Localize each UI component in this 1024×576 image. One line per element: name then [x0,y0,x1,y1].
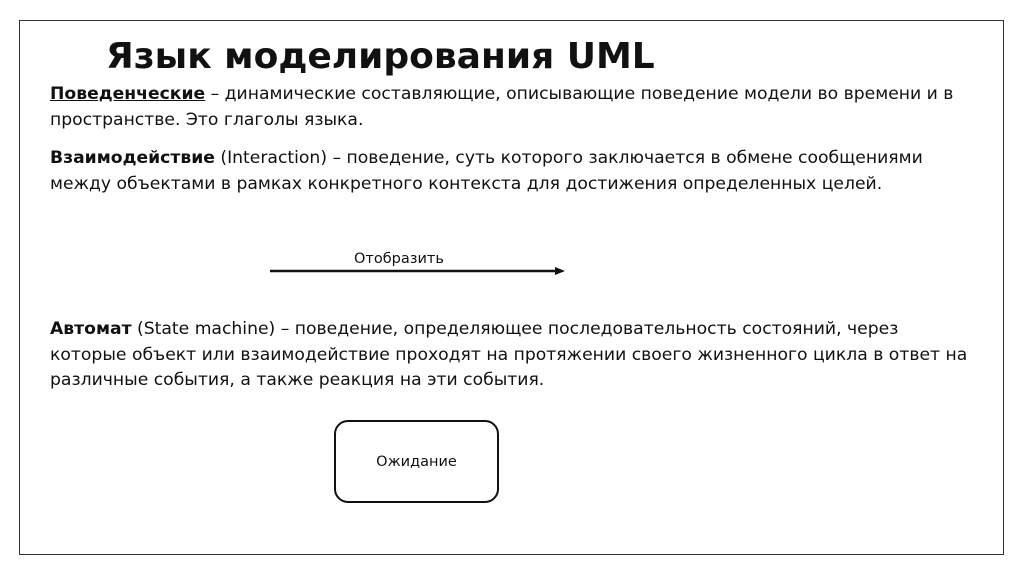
arrow-head [555,267,565,275]
behavioral-term: Поведенческие [50,84,206,104]
automaton-term: Автомат [50,319,132,339]
slide-title: Язык моделирования UML [106,36,655,77]
message-arrow-label: Отобразить [354,251,444,267]
behavioral-definition: – динамические составляющие, описывающие поведение модели во времени и в пространстве. Это глаголы языка. [50,84,954,130]
message-arrow [268,248,568,282]
interaction-paragraph [50,146,970,197]
message-arrow-line [268,262,568,278]
interaction-term: Взаимодействие [50,148,215,168]
automaton-paragraph [50,317,970,394]
state-box [334,420,499,503]
interaction-definition: (Interaction) – поведение, суть которого заключается в обмене сообщениями между объектами в рамках конкретного контекста для достижения определенных целей. [50,148,923,194]
state-label: Ожидание [376,453,457,470]
behavioral-paragraph [50,82,970,133]
automaton-definition: (State machine) – поведение, определяющее последовательность состояний, через которые объект или взаимодействие проходят на протяжении своего жизненного цикла в ответ на различные события, а также реакция на эти события. [50,319,968,390]
